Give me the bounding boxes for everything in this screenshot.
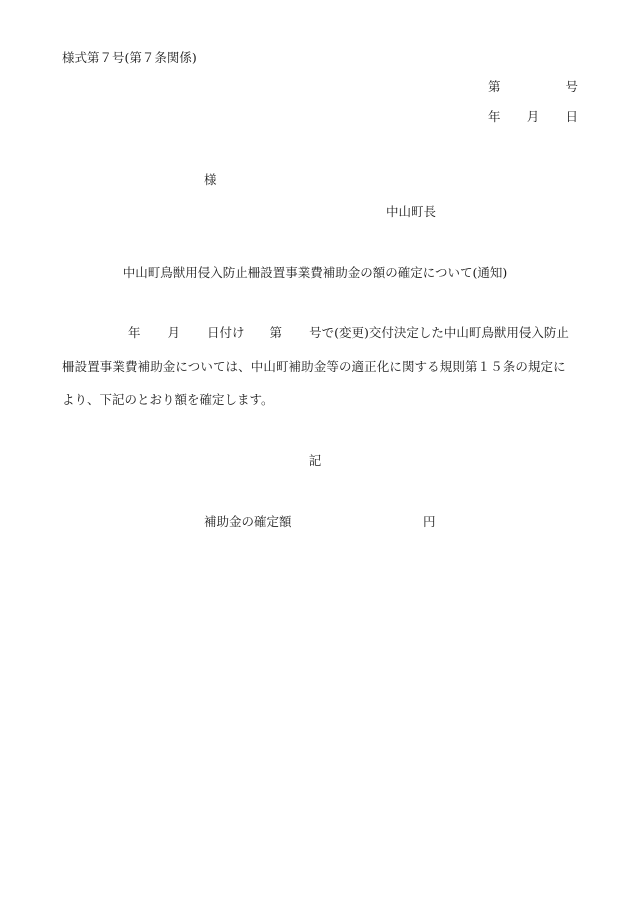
body-rest: 号で(変更)交付決定した中山町鳥獣用侵入防止 xyxy=(309,325,569,340)
date-day: 日 xyxy=(565,109,578,124)
date-month: 月 xyxy=(526,109,540,124)
form-label: 様式第７号(第７条関係) xyxy=(62,50,197,65)
amount-label: 補助金の確定額 xyxy=(204,514,292,529)
body-year: 年 xyxy=(128,325,141,340)
body-line-1 xyxy=(62,327,580,340)
addressee: 様 xyxy=(204,172,217,187)
body-month: 月 xyxy=(167,325,181,340)
date-year: 年 xyxy=(488,109,501,124)
ki-heading: 記 xyxy=(308,453,322,468)
document-title: 中山町鳥獣用侵入防止柵設置事業費補助金の額の確定について(通知) xyxy=(122,265,508,280)
document-date xyxy=(488,111,578,124)
body-line-3: より、下記のとおり額を確定します。 xyxy=(62,392,274,407)
body-dai: 第 xyxy=(269,325,283,340)
sender: 中山町長 xyxy=(386,204,437,219)
amount-unit: 円 xyxy=(423,514,436,529)
document-number-prefix: 第 xyxy=(488,79,501,94)
body-line-2: 柵設置事業費補助金については、中山町補助金等の適正化に関する規則第１５条の規定に xyxy=(62,359,566,374)
document-number xyxy=(488,81,578,94)
document-number-suffix: 号 xyxy=(565,79,578,94)
body-dated: 日付け xyxy=(207,325,245,340)
